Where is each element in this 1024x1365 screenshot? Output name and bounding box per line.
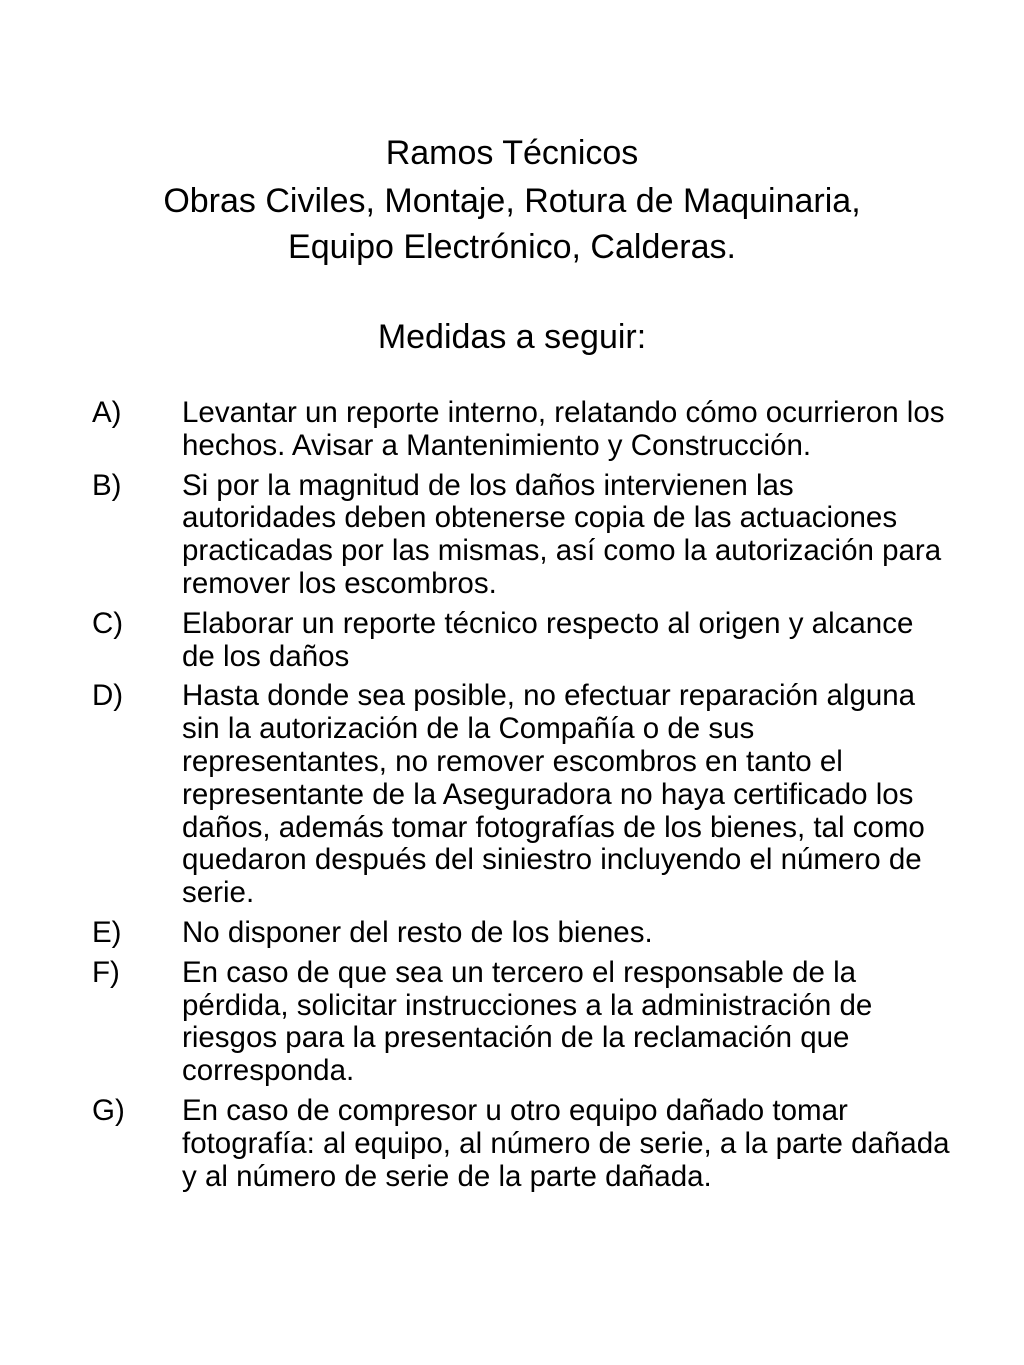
list-item-c <box>92 608 952 674</box>
section-subtitle: Medidas a seguir: <box>377 318 647 356</box>
list-item-letter: G) <box>92 1093 125 1127</box>
list-item-text: En caso de que sea un tercero el responsable de la pérdida, solicitar instrucciones a la administración de riesgos para la presentación de la reclamación que corresponda. <box>182 955 873 1088</box>
measures-list <box>92 397 952 1200</box>
list-item-a <box>92 397 952 463</box>
list-item-text: Elaborar un reporte técnico respecto al origen y alcance de los daños <box>182 606 914 673</box>
list-item-f <box>92 957 952 1088</box>
list-item-d <box>92 680 952 910</box>
list-item-letter: C) <box>92 606 124 640</box>
list-item-b <box>92 470 952 601</box>
list-item-letter: F) <box>92 955 120 989</box>
list-item-text: Hasta donde sea posible, no efectuar reparación alguna sin la autorización de la Compañía o de sus representantes, no remover escombros en tanto el representante de la Aseguradora no haya certificado los daños, además tomar fotografías de los bienes, tal como quedaron después del siniestro incluyendo el número de serie. <box>182 679 925 910</box>
list-item-e <box>92 917 952 950</box>
list-item-text: En caso de compresor u otro equipo dañado tomar fotografía: al equipo, al número de serie, a la parte dañada y al número de serie de la parte dañada. <box>182 1093 950 1193</box>
list-item-letter: B) <box>92 468 122 502</box>
list-item-letter: E) <box>92 915 122 949</box>
title-line-2: Obras Civiles, Montaje, Rotura de Maquinaria, <box>163 182 861 220</box>
list-item-letter: D) <box>92 679 124 713</box>
list-item-g <box>92 1095 952 1193</box>
list-item-text: Si por la magnitud de los daños intervienen las autoridades deben obtenerse copia de las actuaciones practicadas por las mismas, así como la autorización para remover los escombros. <box>182 468 942 600</box>
title-line-3: Equipo Electrónico, Calderas. <box>288 228 736 266</box>
list-item-text: Levantar un reporte interno, relatando cómo ocurrieron los hechos. Avisar a Mantenimiento y Construcción. <box>182 396 945 462</box>
list-item-text: No disponer del resto de los bienes. <box>182 915 653 949</box>
title-line-1: Ramos Técnicos <box>385 134 639 172</box>
list-item-letter: A) <box>92 396 122 429</box>
